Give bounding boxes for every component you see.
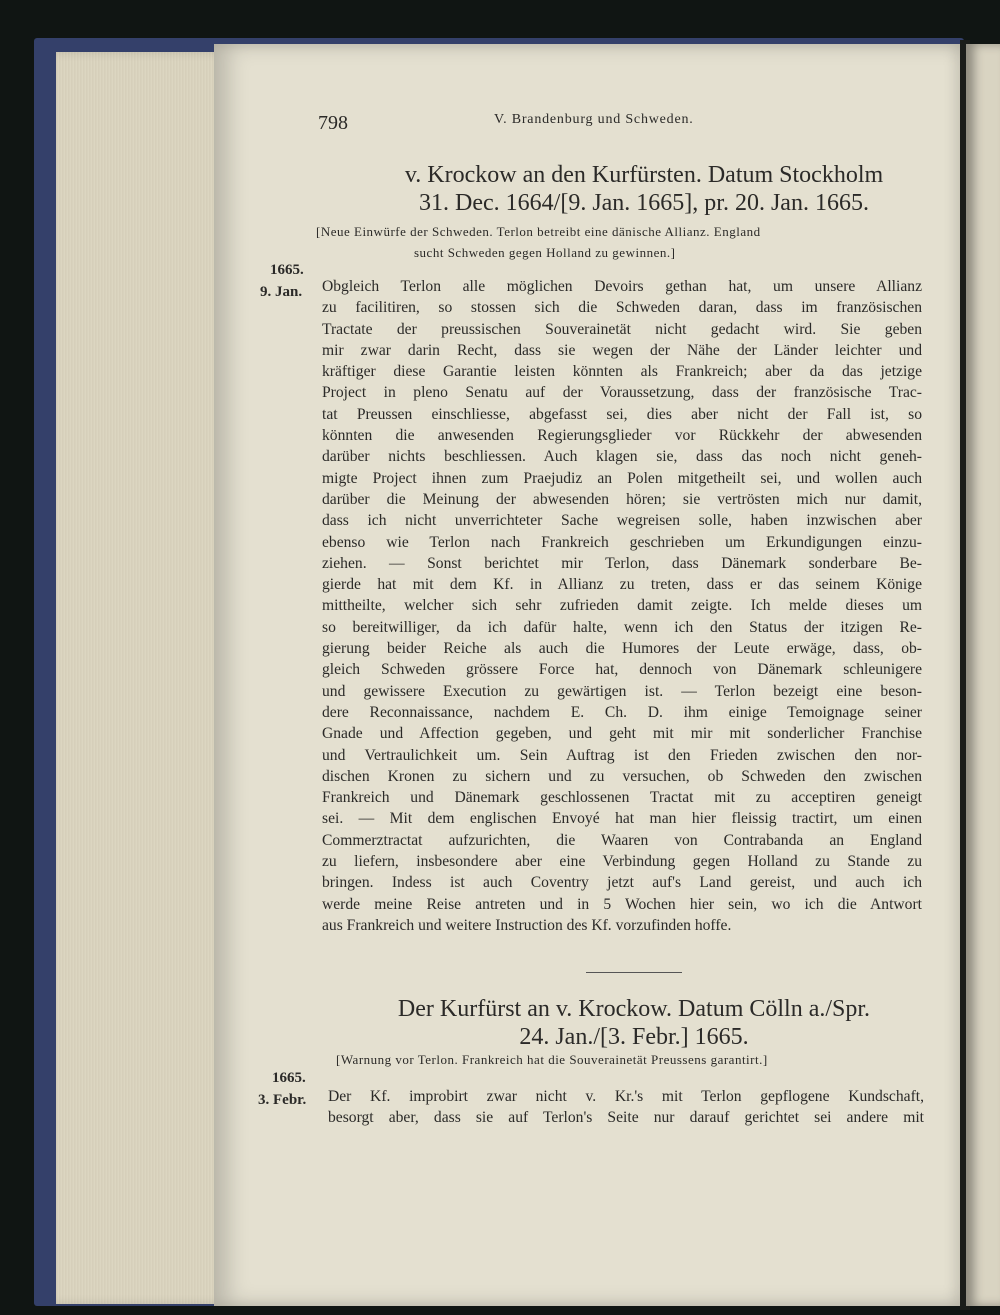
- body-line: Commerztractat aufzurichten, die Waaren von Contrabanda an England: [322, 831, 922, 849]
- running-head-title: V. Brandenburg und Schweden.: [494, 112, 694, 127]
- body-line: Project in pleno Senatu auf der Voraussetzung, dass der französische Trac-: [322, 384, 922, 402]
- body-line: dischen Kronen zu sichern und zu versuchen, ob Schweden den zwischen: [322, 767, 922, 785]
- body-line: Der Kf. improbirt zwar nicht v. Kr.'s mit Terlon gepflogene Kundschaft,: [328, 1088, 924, 1105]
- body-line: dass ich nicht unverrichteter Sache wegreisen solle, haben inzwischen aber: [322, 512, 922, 530]
- letter2-title-line1: Der Kurfürst an v. Krockow. Datum Cölln a./Spr.: [397, 996, 871, 1022]
- body-line: werde meine Reise antreten und in 5 Wochen hier sein, wo ich die Antwort: [322, 895, 922, 913]
- letter1-summary-line1: [Neue Einwürfe der Schweden. Terlon betreibt eine dänische Allianz. England: [316, 224, 761, 239]
- body-line: darüber die Meinung der abwesenden hören; sie vertrösten mich nur damit,: [322, 490, 922, 508]
- body-line: Gnade und Affection gegeben, und geht mit mir mit sonderlicher Franchise: [322, 725, 922, 743]
- letter1-margin-date: 9. Jan.: [260, 284, 303, 300]
- body-line: ziehen. — Sonst berichtet mir Terlon, dass Dänemark sonderbare Be-: [322, 554, 922, 572]
- body-line: gierde hat mit dem Kf. in Allianz zu treten, dass er das seinem Könige: [322, 576, 922, 594]
- letter1-title-line1: v. Krockow an den Kurfürsten. Datum Stockholm: [404, 162, 884, 188]
- body-line: zu facilitiren, so stossen sich die Schweden daran, dass im französischen: [322, 299, 922, 317]
- section-separator: [586, 972, 682, 973]
- body-line: bringen. Indess ist auch Coventry jetzt auf's Land gereist, und auch ich: [322, 874, 922, 892]
- body-line: Frankreich und Dänemark geschlossenen Tractat mit zu acceptiren geneigt: [322, 789, 922, 807]
- page-edges: [56, 52, 234, 1304]
- body-line: ebenso wie Terlon nach Frankreich geschrieben um Erkundigungen einzu-: [322, 533, 922, 551]
- body-line: gierung beider Reiche als auch die Humores der Leute erwäge, dass, ob-: [322, 640, 922, 658]
- body-line: aus Frankreich und weitere Instruction des Kf. vorzufinden hoffe.: [322, 916, 732, 934]
- letter1-title-line2: 31. Dec. 1664/[9. Jan. 1665], pr. 20. Jan. 1665.: [419, 190, 869, 216]
- letter2-margin-date: 3. Febr.: [258, 1092, 307, 1108]
- letter1-margin-year: 1665.: [270, 262, 304, 278]
- body-line: Obgleich Terlon alle möglichen Devoirs gethan hat, um unsere Allianz: [322, 278, 922, 295]
- body-line: migte Project ihnen zum Praejudiz an Polen mitgetheilt sei, und wollen auch: [322, 469, 922, 487]
- body-line: besorgt aber, dass sie auf Terlon's Seite nur darauf gerichtet sei andere mit: [328, 1109, 924, 1127]
- page-number: 798: [318, 112, 348, 134]
- body-line: mir zwar darin Recht, dass sie wegen der Nähe der Länder leichter und: [322, 341, 922, 359]
- body-line: dere Reconnaissance, nachdem E. Ch. D. ihm einige Temoignage seiner: [322, 703, 922, 721]
- letter2-title-line2: 24. Jan./[3. Febr.] 1665.: [519, 1024, 749, 1050]
- letter1-body: [322, 276, 922, 936]
- letter2-body: [328, 1086, 924, 1129]
- body-line: zu liefern, insbesondere aber eine Verbindung gegen Holland zu Stande zu: [322, 853, 922, 871]
- body-line: darüber nichts beschliessen. Auch klagen sie, dass das noch nicht geneh-: [322, 448, 922, 466]
- body-line: könnten die anwesenden Regierungsglieder vor Rückkehr der abwesenden: [322, 427, 922, 445]
- body-line: tat Preussen einschliesse, abgefasst sei, dies aber nicht der Fall ist, so: [322, 405, 922, 423]
- letter2-summary: [Warnung vor Terlon. Frankreich hat die Souverainetät Preussens garantirt.]: [336, 1052, 768, 1067]
- facing-page: [966, 44, 1000, 1306]
- body-line: sei. — Mit dem englischen Envoyé hat man hier fleissig tractirt, um einen: [322, 810, 922, 828]
- body-line: und gewissere Execution zu gewärtigen ist. — Terlon bezeigt eine beson-: [322, 682, 922, 700]
- letter1-summary-line2: sucht Schweden gegen Holland zu gewinnen.]: [414, 245, 676, 260]
- body-line: so bereitwilliger, da ich dafür halte, wenn ich den Status der itzigen Re-: [322, 618, 922, 636]
- body-line: Tractate der preussischen Souverainetät nicht gedacht wird. Sie geben: [322, 320, 922, 338]
- body-line: gleich Schweden grössere Force hat, dennoch von Dänemark schleunigere: [322, 661, 922, 679]
- book-page: [214, 44, 960, 1306]
- body-line: und Vertraulichkeit um. Sein Auftrag ist den Frieden zwischen den nor-: [322, 746, 922, 764]
- letter2-margin-year: 1665.: [272, 1070, 306, 1086]
- body-line: kräftiger diese Garantie leisten könnten als Frankreich; aber da das jetzige: [322, 363, 922, 381]
- body-line: mittheilte, welcher sich sehr zufrieden damit zeigte. Ich melde dieses um: [322, 597, 922, 615]
